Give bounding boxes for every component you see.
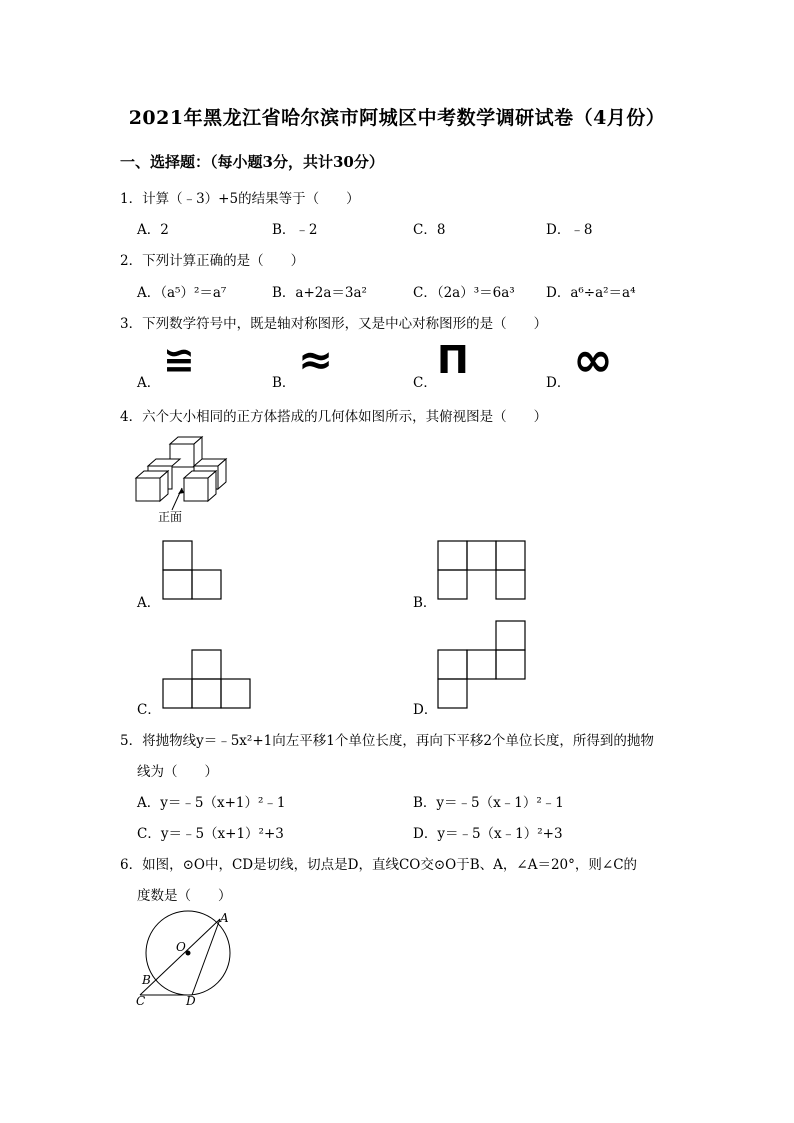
question-1-stem: 1．计算（﹣3）+5的结果等于（ ） (120, 191, 360, 207)
label-d: D (186, 994, 196, 1008)
congruent-symbol-icon: ≌ (163, 338, 195, 382)
q4-option-c-letter[interactable]: C． (137, 702, 161, 718)
label-a: A (220, 911, 229, 925)
q4-option-a-figure[interactable] (162, 540, 222, 600)
q3-option-d-letter[interactable]: D． (546, 375, 571, 391)
cube-stack-figure (130, 434, 240, 504)
label-o: O (176, 940, 186, 954)
question-6-stem-line2: 度数是（ ） (137, 888, 232, 904)
question-2-stem: 2．下列计算正确的是（ ） (120, 253, 305, 269)
approx-symbol-icon: ≈ (298, 335, 334, 384)
question-4-stem: 4．六个大小相同的正方体搭成的几何体如图所示，其俯视图是（ ） (120, 409, 548, 425)
section-heading: 一、选择题：（每小题3分，共计30分） (120, 153, 384, 171)
infinity-symbol-icon: ∞ (573, 332, 613, 388)
q5-option-d[interactable]: D．y＝﹣5（x﹣1）²+3 (413, 826, 563, 842)
page-title: 2021年黑龙江省哈尔滨市阿城区中考数学调研试卷（4月份） (128, 107, 666, 129)
question-3-stem: 3．下列数学符号中，既是轴对称图形，又是中心对称图形的是（ ） (120, 316, 548, 332)
circle-tangent-figure (130, 905, 250, 1015)
label-c: C (136, 994, 146, 1008)
q2-option-a[interactable]: A．（a⁵）²＝a⁷ (137, 285, 227, 301)
pi-symbol-icon: Π (437, 338, 469, 382)
q4-option-d-figure[interactable] (437, 620, 527, 710)
q4-option-b-letter[interactable]: B． (413, 595, 437, 611)
q1-option-a[interactable]: A．2 (137, 222, 169, 238)
q5-option-c[interactable]: C．y＝﹣5（x+1）²+3 (137, 826, 284, 842)
q5-option-b[interactable]: B．y＝﹣5（x﹣1）²﹣1 (413, 795, 564, 811)
q3-option-c-letter[interactable]: C． (413, 375, 437, 391)
q4-option-d-letter[interactable]: D． (413, 702, 438, 718)
q2-option-c[interactable]: C．（2a）³＝6a³ (413, 285, 515, 301)
q1-option-c[interactable]: C．8 (413, 222, 446, 238)
q1-option-b[interactable]: B．﹣2 (272, 222, 318, 238)
q4-option-c-figure[interactable] (162, 649, 252, 709)
front-label: 正面 (158, 510, 183, 524)
q4-option-a-letter[interactable]: A． (137, 595, 161, 611)
question-5-stem-line2: 线为（ ） (137, 764, 218, 780)
q3-option-b-letter[interactable]: B． (272, 375, 296, 391)
question-6-stem-line1: 6．如图，⊙O中，CD是切线，切点是D，直线CO交⊙O于B、A，∠A＝20°，则∠C的 (120, 857, 638, 873)
q1-option-d[interactable]: D．﹣8 (546, 222, 593, 238)
question-5-stem-line1: 5．将抛物线y＝﹣5x²+1向左平移1个单位长度，再向下平移2个单位长度，所得到的抛物 (120, 733, 654, 749)
q5-option-a[interactable]: A．y＝﹣5（x+1）²﹣1 (137, 795, 286, 811)
q2-option-d[interactable]: D．a⁶÷a²＝a⁴ (546, 285, 636, 301)
label-b: B (142, 973, 151, 987)
q4-option-b-figure[interactable] (437, 540, 527, 600)
q2-option-b[interactable]: B．a+2a＝3a² (272, 285, 367, 301)
q3-option-a-letter[interactable]: A． (137, 375, 161, 391)
